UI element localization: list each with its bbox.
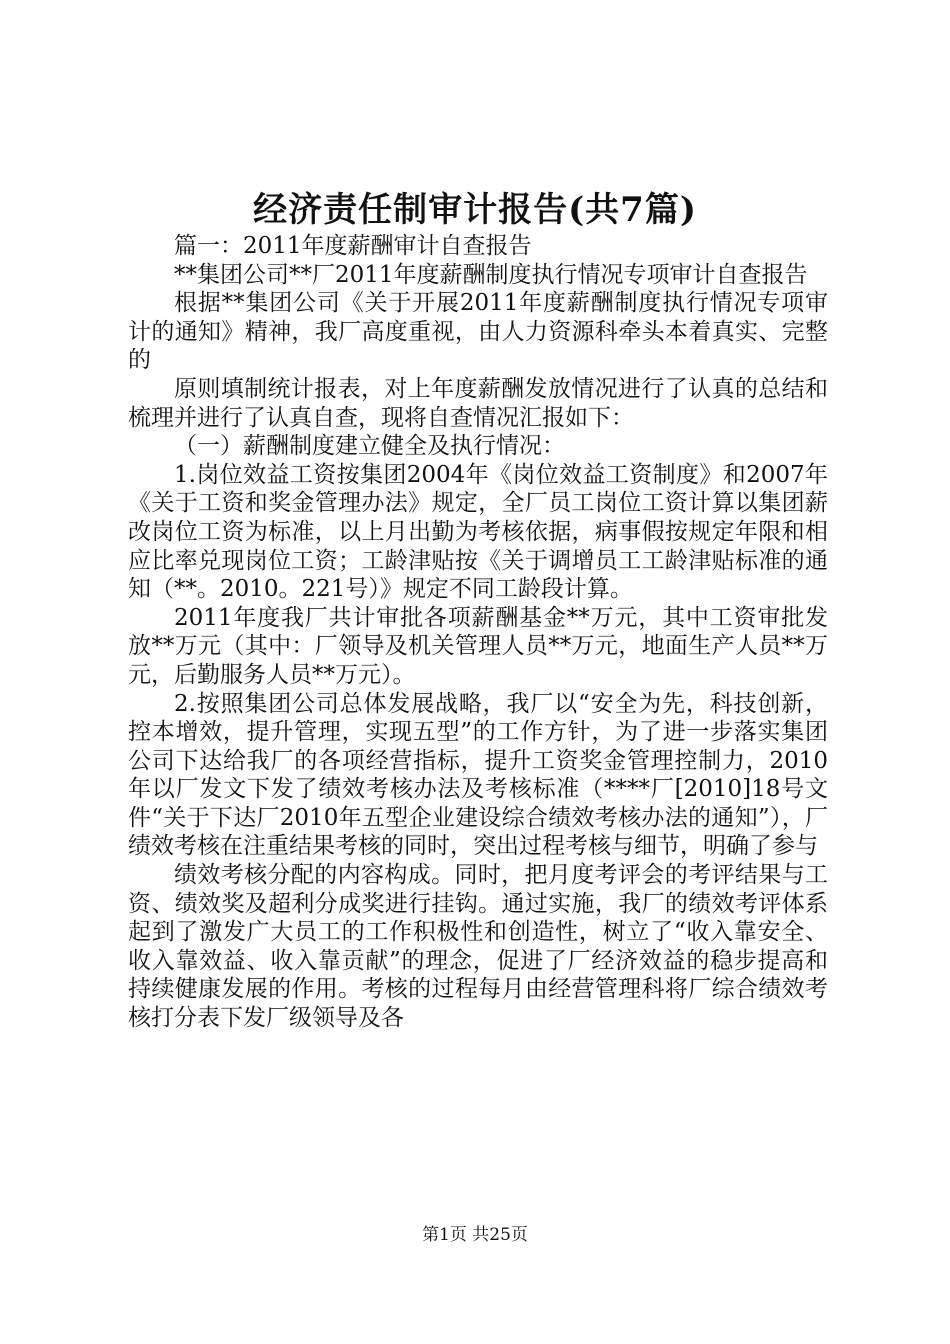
paragraph: 根据**集团公司《关于开展2011年度薪酬制度执行情况专项审计的通知》精神，我厂高度重视，由人力资源科牵头本着真实、完整的 bbox=[128, 290, 828, 374]
paragraph: 1.岗位效益工资按集团2004年《岗位效益工资制度》和2007年《关于工资和奖金管理办法》规定，全厂员工岗位工资计算以集团薪改岗位工资为标准，以上月出勤为考核依据，病事假按规定年限和相应比率兑现岗位工资；工龄津贴按《关于调增员工工龄津贴标准的通知（**。2010。221号）》规定不同工龄段计算。 bbox=[128, 461, 828, 603]
subsection-heading: （一）薪酬制度建立健全及执行情况： bbox=[174, 433, 565, 460]
document-body bbox=[128, 232, 828, 1033]
document-title: 经济责任制审计报告(共7篇) bbox=[253, 190, 697, 230]
paragraph: 2011年度我厂共计审批各项薪酬基金**万元，其中工资审批发放**万元（其中：厂领导及机关管理人员**万元，地面生产人员**万元，后勤服务人员**万元）。 bbox=[128, 604, 828, 688]
report-subtitle: **集团公司**厂2011年度薪酬制度执行情况专项审计自查报告 bbox=[174, 261, 808, 288]
section-heading: 篇一：2011年度薪酬审计自查报告 bbox=[174, 233, 532, 259]
paragraph: 原则填制统计报表，对上年度薪酬发放情况进行了认真的总结和梳理并进行了认真自查，现将自查情况汇报如下： bbox=[128, 375, 828, 431]
paragraph: 绩效考核分配的内容构成。同时，把月度考评会的考评结果与工资、绩效奖及超利分成奖进行挂钩。通过实施，我厂的绩效考评体系起到了激发广大员工的工作积极性和创造性，树立了“收入靠安全、收入靠效益、收入靠贡献”的理念，促进了厂经济效益的稳步提高和持续健康发展的作用。考核的过程每月由经营管理科将厂综合绩效考核打分表下发厂级领导及各 bbox=[128, 862, 828, 1032]
page-number-footer: 第1页 共25页 bbox=[422, 1225, 528, 1245]
paragraph: 2.按照集团公司总体发展战略，我厂以“安全为先，科技创新，控本增效，提升管理，实现五型”的工作方针，为了进一步落实集团公司下达给我厂的各项经营指标，提升工资奖金管理控制力，2010年以厂发文下发了绩效考核办法及考核标准（****厂[2010]18号文件“关于下达厂2010年五型企业建设综合绩效考核办法的通知”），厂绩效考核在注重结果考核的同时，突出过程考核与细节，明确了参与 bbox=[128, 690, 828, 860]
